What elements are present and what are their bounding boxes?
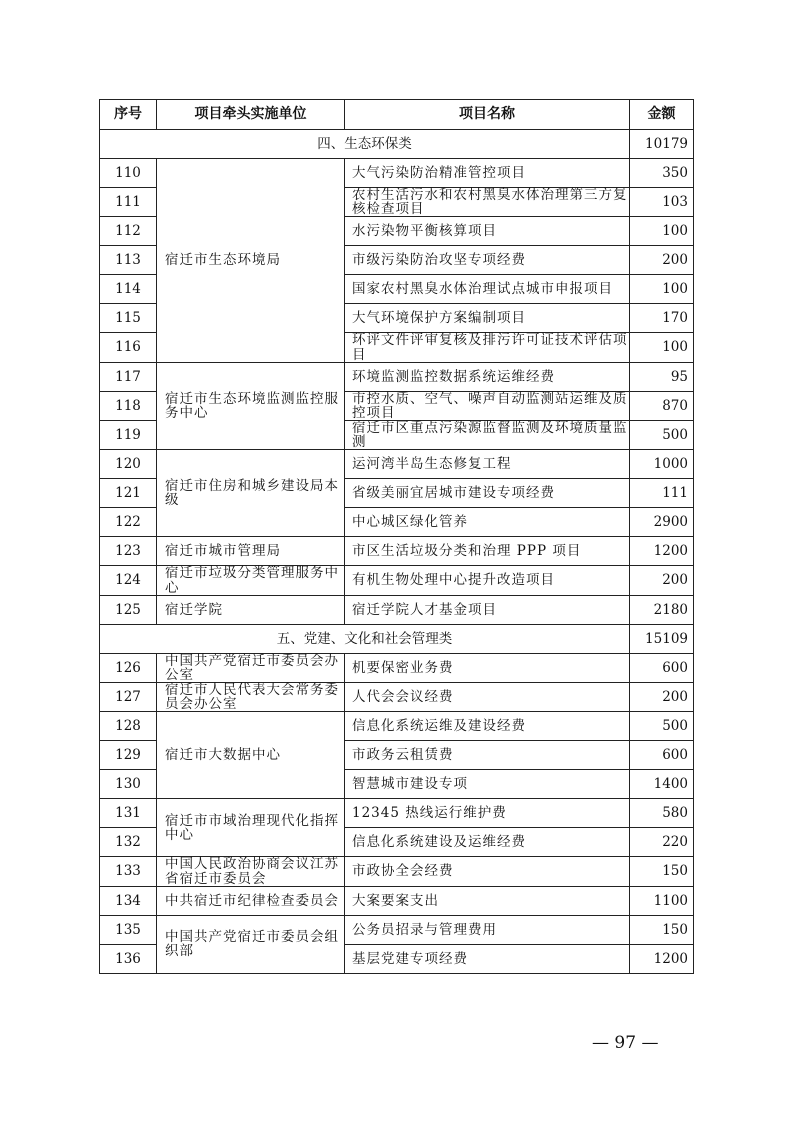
unit-label: 宿迁市人民代表大会常务委员会办公室 <box>165 682 339 713</box>
project-name: 机要保密业务费 <box>345 653 630 682</box>
table-row <box>100 683 694 712</box>
row-number: 134 <box>100 886 157 915</box>
project-name: 12345 热线运行维护费 <box>345 799 630 828</box>
row-number: 132 <box>100 828 157 857</box>
amount: 870 <box>630 391 694 420</box>
project-name: 国家农村黑臭水体治理试点城市申报项目 <box>345 275 630 304</box>
row-number: 124 <box>100 566 157 595</box>
project-name: 水污染物平衡核算项目 <box>345 217 630 246</box>
row-number: 128 <box>100 712 157 741</box>
amount: 103 <box>630 188 694 217</box>
amount: 350 <box>630 159 694 188</box>
amount: 500 <box>630 421 694 450</box>
table-row <box>100 799 694 828</box>
row-number: 131 <box>100 799 157 828</box>
project-name: 市政务云租赁费 <box>345 741 630 770</box>
header-row <box>100 100 694 130</box>
unit-cell <box>157 886 345 915</box>
category-title: 四、生态环保类 <box>100 130 630 159</box>
project-name: 宿迁市区重点污染源监督监测及环境质量监测 <box>345 421 630 450</box>
category-amount: 10179 <box>630 130 694 159</box>
table-row <box>100 886 694 915</box>
row-number: 116 <box>100 333 157 362</box>
unit-label: 宿迁市住房和城乡建设局本级 <box>165 478 339 509</box>
unit-label: 宿迁市生态环境局 <box>165 252 281 269</box>
amount: 600 <box>630 653 694 682</box>
table-row <box>100 595 694 624</box>
row-number: 114 <box>100 275 157 304</box>
project-name: 公务员招录与管理费用 <box>345 915 630 944</box>
category-amount: 15109 <box>630 624 694 653</box>
project-name: 大案要案支出 <box>345 886 630 915</box>
table-row <box>100 450 694 479</box>
project-name: 农村生活污水和农村黑臭水体治理第三方复核检查项目 <box>345 188 630 217</box>
row-number: 133 <box>100 857 157 886</box>
unit-cell <box>157 450 345 537</box>
row-number: 121 <box>100 479 157 508</box>
header-amount: 金额 <box>630 100 694 130</box>
unit-label: 宿迁学院 <box>165 601 223 618</box>
amount: 500 <box>630 712 694 741</box>
unit-label: 宿迁市生态环境监测监控服务中心 <box>165 390 339 422</box>
project-name: 运河湾半岛生态修复工程 <box>345 450 630 479</box>
amount: 170 <box>630 304 694 333</box>
amount: 100 <box>630 333 694 362</box>
unit-cell <box>157 857 345 886</box>
unit-label: 中共宿迁市纪律检查委员会 <box>165 892 339 909</box>
table-row <box>100 712 694 741</box>
project-name: 中心城区绿化管养 <box>345 508 630 537</box>
project-name: 信息化系统运维及建设经费 <box>345 712 630 741</box>
unit-label: 宿迁市城市管理局 <box>165 543 281 560</box>
amount: 200 <box>630 566 694 595</box>
row-number: 125 <box>100 595 157 624</box>
table-row <box>100 159 694 188</box>
amount: 95 <box>630 362 694 391</box>
table-row <box>100 362 694 391</box>
amount: 1400 <box>630 770 694 799</box>
budget-table <box>99 99 694 974</box>
amount: 1200 <box>630 537 694 566</box>
project-name: 市政协全会经费 <box>345 857 630 886</box>
unit-cell <box>157 683 345 712</box>
category-row <box>100 130 694 159</box>
table-row <box>100 653 694 682</box>
row-number: 135 <box>100 915 157 944</box>
row-number: 129 <box>100 741 157 770</box>
project-name: 市级污染防治攻坚专项经费 <box>345 246 630 275</box>
amount: 100 <box>630 275 694 304</box>
project-name: 人代会会议经费 <box>345 683 630 712</box>
amount: 600 <box>630 741 694 770</box>
project-name: 市区生活垃圾分类和治理 PPP 项目 <box>345 537 630 566</box>
unit-cell <box>157 915 345 973</box>
row-number: 112 <box>100 217 157 246</box>
project-name: 大气环境保护方案编制项目 <box>345 304 630 333</box>
project-name: 市控水质、空气、噪声自动监测站运维及质控项目 <box>345 391 630 420</box>
row-number: 110 <box>100 159 157 188</box>
row-number: 122 <box>100 508 157 537</box>
project-name: 有机生物处理中心提升改造项目 <box>345 566 630 595</box>
unit-cell <box>157 159 345 363</box>
amount: 220 <box>630 828 694 857</box>
row-number: 113 <box>100 246 157 275</box>
project-name: 大气污染防治精准管控项目 <box>345 159 630 188</box>
unit-cell <box>157 653 345 682</box>
amount: 200 <box>630 246 694 275</box>
project-name: 信息化系统建设及运维经费 <box>345 828 630 857</box>
row-number: 115 <box>100 304 157 333</box>
unit-label: 宿迁市大数据中心 <box>165 747 281 764</box>
header-unit: 项目牵头实施单位 <box>157 100 345 130</box>
table-row <box>100 566 694 595</box>
row-number: 126 <box>100 653 157 682</box>
unit-cell <box>157 595 345 624</box>
amount: 111 <box>630 479 694 508</box>
page-number: — 97 — <box>592 1033 659 1053</box>
unit-label: 中国共产党宿迁市委员会办公室 <box>165 652 339 683</box>
project-name: 环境监测监控数据系统运维经费 <box>345 362 630 391</box>
unit-cell <box>157 799 345 857</box>
row-number: 117 <box>100 362 157 391</box>
row-number: 120 <box>100 450 157 479</box>
amount: 150 <box>630 915 694 944</box>
amount: 100 <box>630 217 694 246</box>
header-name: 项目名称 <box>345 100 630 130</box>
unit-cell <box>157 362 345 450</box>
row-number: 111 <box>100 188 157 217</box>
unit-label: 中国共产党宿迁市委员会组织部 <box>165 929 339 960</box>
amount: 150 <box>630 857 694 886</box>
amount: 580 <box>630 799 694 828</box>
table-row <box>100 537 694 566</box>
row-number: 123 <box>100 537 157 566</box>
amount: 2180 <box>630 595 694 624</box>
header-no: 序号 <box>100 100 157 130</box>
unit-cell <box>157 712 345 799</box>
table-row <box>100 857 694 886</box>
project-name: 环评文件评审复核及排污许可证技术评估项目 <box>345 333 630 362</box>
table-row <box>100 915 694 944</box>
project-name: 宿迁学院人才基金项目 <box>345 595 630 624</box>
amount: 2900 <box>630 508 694 537</box>
row-number: 118 <box>100 391 157 420</box>
unit-cell <box>157 537 345 566</box>
unit-label: 宿迁市垃圾分类管理服务中心 <box>165 565 339 596</box>
row-number: 127 <box>100 683 157 712</box>
row-number: 136 <box>100 944 157 973</box>
unit-cell <box>157 566 345 595</box>
amount: 200 <box>630 683 694 712</box>
unit-label: 宿迁市市域治理现代化指挥中心 <box>165 812 339 843</box>
category-row <box>100 624 694 653</box>
amount: 1100 <box>630 886 694 915</box>
row-number: 119 <box>100 421 157 450</box>
unit-label: 中国人民政治协商会议江苏省宿迁市委员会 <box>165 856 339 887</box>
project-name: 省级美丽宜居城市建设专项经费 <box>345 479 630 508</box>
category-title: 五、党建、文化和社会管理类 <box>100 624 630 653</box>
row-number: 130 <box>100 770 157 799</box>
project-name: 基层党建专项经费 <box>345 944 630 973</box>
amount: 1200 <box>630 944 694 973</box>
amount: 1000 <box>630 450 694 479</box>
project-name: 智慧城市建设专项 <box>345 770 630 799</box>
